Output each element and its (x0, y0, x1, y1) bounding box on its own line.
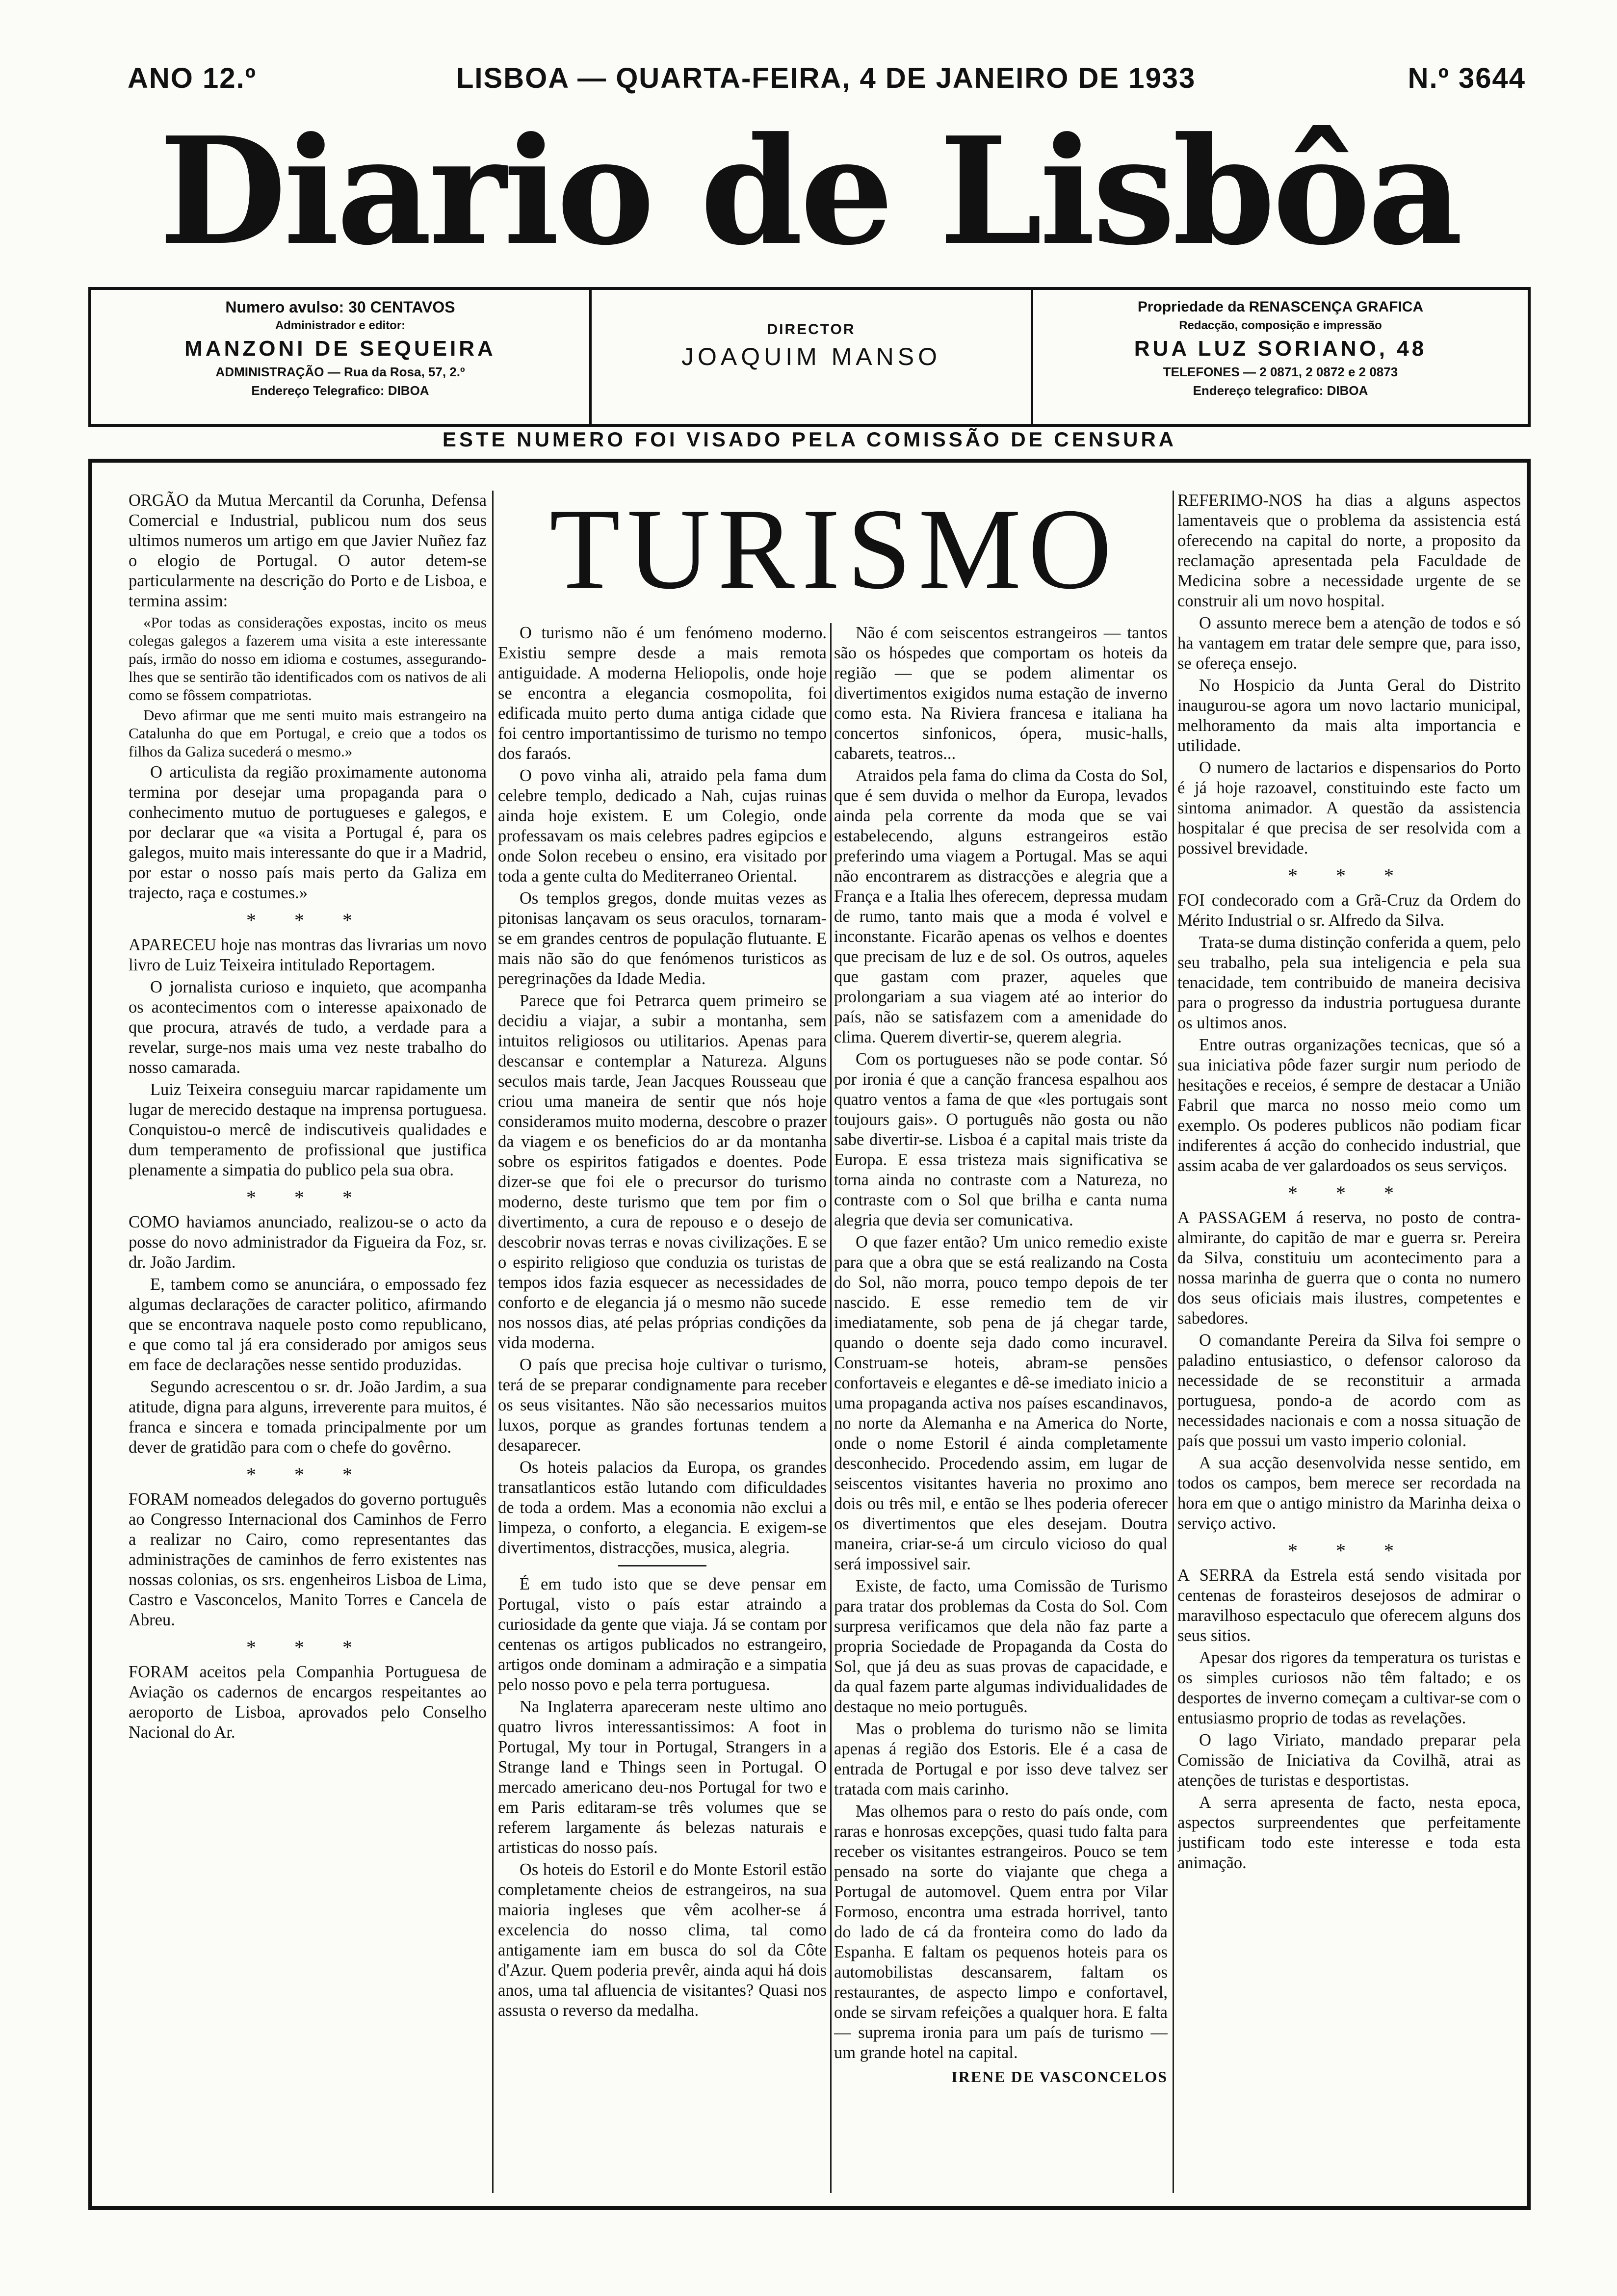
masthead-info-box (88, 287, 1531, 427)
paragraph: O que fazer então? Um unico remedio existe para que a obra que se está realizando na Costa do Sol, não morra, pouco tempo depois de ter nascido. E esse remedio tem de vir imediatamente, sob pena de já chegar tarde, quando o doente seja dado como incuravel. Construam-se hoteis, abram-se pensões confortaveis e elegantes e dê-se imediato inicio a uma propaganda activa nos países escandinavos, no norte da Alemanha e na America do Norte, onde o nome Estoril é ainda completamente desconhecido. Procedendo assim, em lugar de seiscentos visitantes haveria no proximo ano dois ou três mil, e então se lhes poderia oferecer os divertimentos que eles desejam. Doutra maneira, criar-se-á um circulo vicioso do qual será impossivel sair. (834, 1233, 1168, 1573)
paragraph: Os hoteis palacios da Europa, os grandes transatlanticos estão lutando com dificuldades de toda a ordem. Mas a economia não exclui a limpeza, o conforto, a elegancia. E exigem-se divertimentos, distracções, musica, alegria. (498, 1458, 827, 1557)
section-separator: * * * (1288, 1539, 1410, 1562)
paragraph: Segundo acrescentou o sr. dr. João Jardim, a sua atitude, digna para alguns, irreverente para muitos, é franca e sincera e tomada principalmente por um dever de gratidão para com o chefe do govêrno. (129, 1378, 487, 1457)
paragraph: O jornalista curioso e inquieto, que acompanha os acontecimentos com o interesse apaixonado de que procura, através de tudo, a verdade para a revelar, surge-nos mais uma vez neste trabalho do nosso camarada. (129, 978, 487, 1077)
paragraph: Apesar dos rigores da temperatura os turistas e os simples curiosos não têm faltado; e os desportes de inverno começam a cultivar-se com o entusiasmo proprio de todas as revelações. (1177, 1648, 1521, 1727)
paragraph: A SERRA da Estrela está sendo visitada por centenas de forasteiros desejosos de admirar o maravilhoso espectaculo que oferecem alguns dos seus sitios. (1177, 1566, 1521, 1645)
admin-telegraph: Endereço Telegrafico: DIBOA (251, 383, 429, 398)
section-separator: * * * (246, 1463, 369, 1486)
dateline: LISBOA — QUARTA-FEIRA, 4 DE JANEIRO DE 1933 (456, 62, 1196, 94)
price-label: Numero avulso: 30 CENTAVOS (225, 298, 455, 316)
paragraph: Os templos gregos, donde muitas vezes as pitonisas lançavam os seus oraculos, tornaram-se em grandes centros de população flutuante. E mais não são do que fenómenos turisticos as peregrinações da Idade Media. (498, 889, 827, 988)
paragraph: A PASSAGEM á reserva, no posto de contra-almirante, do capitão de mar e guerra sr. Pereira da Silva, constituiu um acontecimento para a nossa marinha de guerra que o conta no numero dos seus oficiais mais ilustres, competentes e sabedores. (1177, 1208, 1521, 1328)
paragraph: Mas olhemos para o resto do país onde, com raras e honrosas excepções, quasi tudo falta para receber os visitantes estrangeiros. Pouco se tem pensado na sorte do viajante que chega a Portugal de automovel. Quem entra por Vilar Formoso, encontra uma estrada horrivel, tanto do lado de cá da fronteira como do lado da Espanha. E faltam os pequenos hoteis para os automobilistas descansarem, faltam os restaurantes, de aspecto limpo e confortavel, onde se sirvam refeições a qualquer hora. E falta — suprema ironia para um país de turismo — um grande hotel na capital. (834, 1802, 1168, 2062)
paragraph: O assunto merece bem a atenção de todos e só ha vantagem em tratar dele sempre que, para isso, se ofereça ensejo. (1177, 614, 1521, 673)
censorship-notice: ESTE NUMERO FOI VISADO PELA COMISSÃO DE CENSURA (442, 428, 1177, 451)
section-separator: * * * (246, 1186, 369, 1208)
section-separator: * * * (1288, 1182, 1410, 1204)
paragraph: A sua acção desenvolvida nesse sentido, em todos os campos, bem merece ser recordada na hora em que o antigo ministro da Marinha deixa o serviço activo. (1177, 1454, 1521, 1533)
paragraph: FOI condecorado com a Grã-Cruz da Ordem do Mérito Industrial o sr. Alfredo da Silva. (1177, 891, 1521, 930)
paragraph: O articulista da região proximamente autonoma termina por desejar uma propaganda para o conhecimento mutuo de portugueses e galegos, e por declarar que «a visita a Portugal é, para os galegos, muito mais interessante do que ir a Madrid, por estar o nosso país mais perto da Galiza em trajecto, raça e costumes.» (129, 763, 487, 902)
column-rule (492, 491, 494, 2193)
director-cell (592, 290, 1033, 424)
paragraph: Atraidos pela fama do clima da Costa do Sol, que é sem duvida o melhor da Europa, levados ainda pela corrente da moda que se vai estabelecendo, alguns estrangeiros estão preferindo uma viagem a Portugal. Mas se aqui não encontrarem as distracções e alegria que a França e a Italia lhes oferecem, depressa mudam de rumo, tanto mais que a moda é volvel e inconstante. Ficarão apenas os velhos e doentes que precisam de luz e de sol. Os outros, aqueles que gastam com prazer, aqueles que prolongariam a sua viagem até ao interior do país, não se satisfazem com a amenidade do clima. Querem divertir-se, querem alegria. (834, 766, 1168, 1046)
admin-cell (91, 290, 592, 424)
paragraph: Existe, de facto, uma Comissão de Turismo para tratar dos problemas da Costa do Sol. Com surpresa verificamos que dela não faz parte a propria Sociedade de Propaganda da Costa do Sol, que já deu as suas provas de capacidade, e da qual fazem parte algumas individualidades de destaque no meio português. (834, 1577, 1168, 1716)
admin-address: ADMINISTRAÇÃO — Rua da Rosa, 57, 2.º (215, 365, 465, 379)
quote: Devo afirmar que me senti muito mais estrangeiro na Catalunha do que em Portugal, e creio que a todos os filhos da Galiza sucederá o mesmo.» (129, 706, 487, 760)
paragraph: Parece que foi Petrarca quem primeiro se decidiu a viajar, a subir a montanha, sem intuitos religiosos ou utilitarios. Apenas para descansar e contemplar a Natureza. Alguns seculos mais tarde, Jean Jacques Rousseau que criou uma maneira de sentir que nós hoje consideramos muito moderna, descobre o prazer da viagem e os beneficios do ar da montanha sobre os espiritos fatigados e doentes. Pode dizer-se que foi ele o precursor do turismo moderno, deste turismo que tem por fim o divertimento, a cura de repouso e o desejo de descobrir novas terras e novas civilizações. E se o espirito religioso que conduzia os turistas de tempos idos fazia esquecer as necessidades de conforto e de elegancia já o mesmo não sucede nos nossos dias, até pelas próprias condições da vida moderna. (498, 991, 827, 1352)
article-column-2 (498, 623, 827, 2193)
paragraph: FORAM aceitos pela Companhia Portuguesa de Aviação os cadernos de encargos respeitantes ao aeroporto de Lisboa, aprovados pelo Conselho Nacional do Ar. (129, 1663, 487, 1742)
newspaper-masthead: Diario de Lisbôa (158, 104, 1461, 278)
section-separator: * * * (1288, 864, 1410, 887)
dateline-bar (93, 58, 1526, 102)
services-label: Redacção, composição e impressão (1179, 319, 1382, 332)
paragraph: Os hoteis do Estoril e do Monte Estoril estão completamente cheios de estrangeiros, na sua maioria ingleses que vêm acolher-se á excelencia do nosso clima, tal como antigamente iam em busca do sol da Côte d'Azur. Quem poderia prevêr, ainda aqui há dois anos, uma tal afluencia de visitantes? Quasi nos assusta o reverso da medalha. (498, 1860, 827, 2020)
owner-telegraph: Endereço telegrafico: DIBOA (1193, 383, 1368, 398)
paragraph: Na Inglaterra apareceram neste ultimo ano quatro livros interessantissimos: A foot in Portugal, My tour in Portugal, Strangers in a Strange land e Things seen in Portugal. O mercado americano deu-nos Portugal for two e em Paris editaram-se três volumes que se referem largamente ás belezas naturais e artisticas do nosso país. (498, 1697, 827, 1857)
paragraph: E, tambem como se anunciára, o empossado fez algumas declarações de caracter politico, afirmando que se encontrava naquele posto como republicano, e que como tal já era considerado por amigos seus em face de declarações nesse sentido produzidas. (129, 1275, 487, 1374)
section-separator: * * * (246, 909, 369, 931)
quote: «Por todas as considerações expostas, incito os meus colegas galegos a fazerem uma visita a este interessante país, irmão do nosso em idioma e costumes, assegurando-lhes que se sentirão tão identificados com os nativos de ali como se fôssem compatriotas. (129, 614, 487, 704)
owner-label: Propriedade da RENASCENÇA GRAFICA (1137, 299, 1424, 315)
admin-name: MANZONI DE SEQUEIRA (184, 337, 496, 361)
paragraph: O comandante Pereira da Silva foi sempre o paladino entusiastico, o defensor caloroso da necessidade de se reconstituir a armada portuguesa, pondo-a de acordo com as necessidades nacionais e com a nossa situação de país que possui um vasto imperio colonial. (1177, 1331, 1521, 1450)
director-name: JOAQUIM MANSO (681, 343, 941, 370)
paragraph: O turismo não é um fenómeno moderno. Existiu sempre desde a mais remota antiguidade. A moderna Heliopolis, onde hoje se encontra a elegancia cosmopolita, foi edificada muito perto duma antiga cidade que foi centro importantissimo de turismo no tempo dos faraós. (498, 624, 827, 763)
paragraph: Com os portugueses não se pode contar. Só por ironia é que a canção francesa espalhou aos quatro ventos a fama de que «les portugais sont toujours gais». O português não gosta ou não sabe divertir-se. Lisboa é a capital mais triste da Europa. E essa tristeza mais significativa se torna ainda no contraste com a Natureza, no contraste com o Sol que brilha e canta numa alegria que devia ser comunicativa. (834, 1050, 1168, 1229)
paragraph: Não é com seiscentos estrangeiros — tantos são os hóspedes que comportam os hoteis da região — que se podem alimentar os divertimentos exigidos numa estação de inverno como esta. Na Riviera francesa e italiana ha concertos sinfonicos, ópera, music-halls, cabarets, teatros... (834, 624, 1168, 763)
paragraph: REFERIMO-NOS ha dias a alguns aspectos lamentaveis que o problema da assistencia está oferecendo na capital do norte, a proposito da reclamação apresentada pela Faculdade de Medicina sobre a necessidade urgente de se construir ali um novo hospital. (1177, 491, 1521, 610)
paragraph: O povo vinha ali, atraido pela fama dum celebre templo, dedicado a Nah, cujas ruinas ainda hoje existem. E um Colegio, onde professavam os mais celebres padres egipcios e onde Solon recebeu o ensino, era visitado por toda a gente culta do Mediterraneo Oriental. (498, 766, 827, 886)
director-role: DIRECTOR (767, 321, 856, 338)
issue-number: N.º 3644 (1408, 62, 1526, 94)
paragraph: ORGÃO da Mutua Mercantil da Corunha, Defensa Comercial e Industrial, publicou num dos seus ultimos numeros um artigo em que Javier Nuñez faz o elogio de Portugal. O autor detem-se particularmente na descrição do Porto e de Lisboa, e termina assim: (129, 491, 487, 610)
paragraph: O país que precisa hoje cultivar o turismo, terá de se preparar condignamente para receber os seus visitantes. Não são necessarios muitos luxos, porque as grandes fortunas tendem a desaparecer. (498, 1356, 827, 1455)
paragraph: Entre outras organizações tecnicas, que só a sua iniciativa pôde fazer surgir num periodo de hesitações e receios, é sempre de destacar a União Fabril que marca no nosso meio como um exemplo. Os poderes publicos não podiam ficar indiferentes á acção do conhecido industrial, que assim acaba de ver galardoados os seus serviços. (1177, 1036, 1521, 1175)
paragraph: É em tudo isto que se deve pensar em Portugal, visto o país estar atraindo a curiosidade da gente que viaja. Já se contam por centenas os artigos publicados no estrangeiro, artigos onde dominam a admiração e a simpatia pelo nosso povo e pela terra portuguesa. (498, 1575, 827, 1694)
author-signature: IRENE DE VASCONCELOS (951, 2068, 1168, 2086)
paragraph: APARECEU hoje nas montras das livrarias um novo livro de Luiz Teixeira intitulado Reportagem. (129, 936, 487, 974)
paragraph: FORAM nomeados delegados do governo português ao Congresso Internacional dos Caminhos de Ferro a realizar no Cairo, como representantes das administrações de caminhos de ferro existentes nas nossas colonias, os srs. engenheiros Lisboa de Lima, Castro e Vasconcelos, Manito Torres e Cancela de Abreu. (129, 1490, 487, 1629)
paragraph: O lago Viriato, mandado preparar pela Comissão de Iniciativa da Covilhã, atrai as atenções de turistas e desportistas. (1177, 1731, 1521, 1790)
column-rule (1173, 491, 1174, 2193)
article-title: TURISMO (549, 485, 1119, 613)
year-label: ANO 12.º (128, 62, 257, 94)
owner-address: RUA LUZ SORIANO, 48 (1134, 337, 1427, 361)
admin-role: Administrador e editor: (275, 319, 406, 332)
paragraph: A serra apresenta de facto, nesta epoca, aspectos surpreendentes que perfeitamente justificam todo este interesse e toda esta animação. (1177, 1793, 1521, 1872)
column-4 (1177, 491, 1521, 2193)
section-separator: * * * (246, 1636, 369, 1658)
paragraph: COMO haviamos anunciado, realizou-se o acto da posse do novo administrador da Figueira da Foz, sr. dr. João Jardim. (129, 1213, 487, 1272)
column-1 (129, 491, 487, 2193)
owner-phones: TELEFONES — 2 0871, 2 0872 e 2 0873 (1163, 365, 1398, 379)
column-rule (830, 623, 832, 2193)
paragraph: Luiz Teixeira conseguiu marcar rapidamente um lugar de merecido destaque na imprensa portuguesa. Conquistou-o mercê de indiscutiveis qualidades e dum temperamento de profissional que justifica plenamente a simpatia do publico pela sua obra. (129, 1080, 487, 1179)
paragraph: No Hospicio da Junta Geral do Distrito inaugurou-se agora um novo lactario municipal, melhoramento da mais alta importancia e utilidade. (1177, 676, 1521, 755)
article-column-3 (834, 623, 1168, 2193)
divider (618, 1565, 706, 1566)
owner-cell (1033, 290, 1528, 424)
paragraph: Mas o problema do turismo não se limita apenas á região dos Estoris. Ele é a casa de entrada de Portugal e por isso deve talvez ser tratada com mais carinho. (834, 1720, 1168, 1799)
paragraph: Trata-se duma distinção conferida a quem, pelo seu trabalho, pela sua inteligencia e pela sua tenacidade, tem contribuido de maneira decisiva para o progresso da industria portuguesa durante os ultimos anos. (1177, 933, 1521, 1032)
paragraph: O numero de lactarios e dispensarios do Porto é já hoje razoavel, constituindo este facto um sintoma animador. A questão da assistencia hospitalar é que precisa de ser resolvida com a possivel brevidade. (1177, 758, 1521, 858)
